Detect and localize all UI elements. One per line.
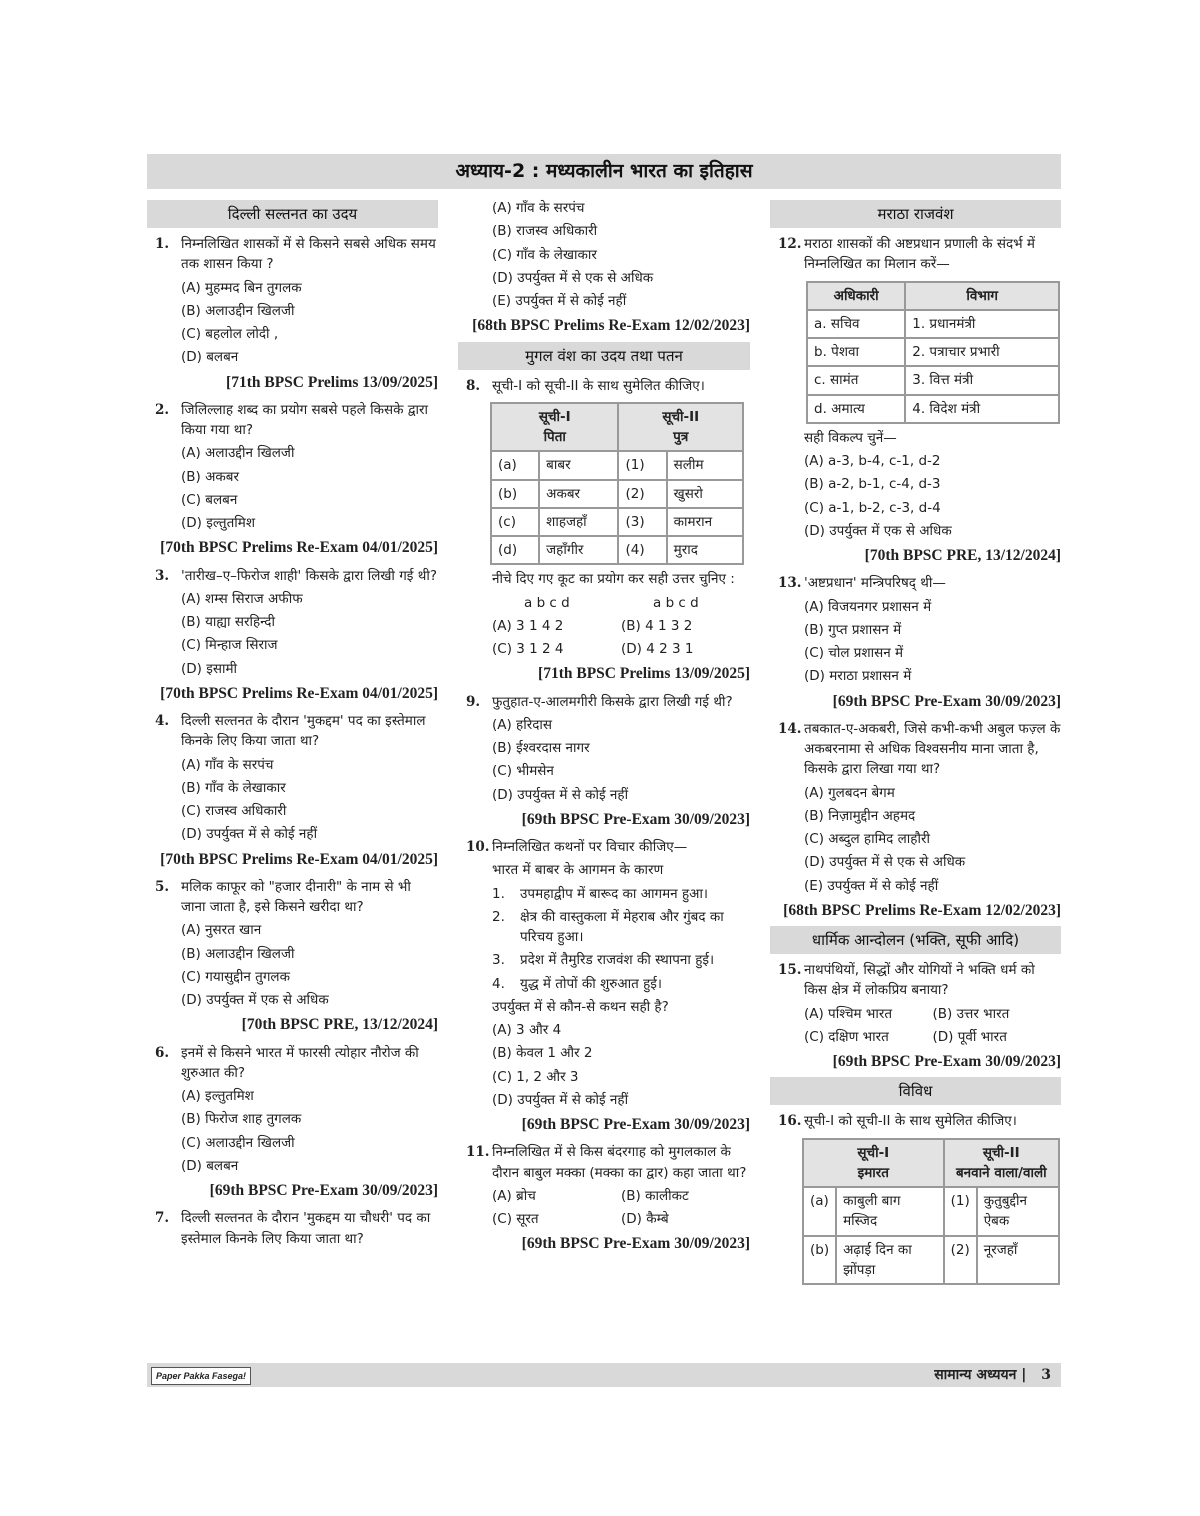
question-text: जिलिल्लाह शब्द का प्रयोग सबसे पहले किसके द्वारा किया गया था? [181, 401, 429, 438]
option-row: (C) 3 1 2 4 (D) 4 2 3 1 [492, 641, 694, 657]
option: (D) उपर्युक्त में एक से अधिक [804, 522, 952, 539]
option: (C) भीमसेन [492, 763, 554, 780]
table-row: (d) जहाँगीर (4) मुराद [491, 536, 743, 564]
option: (E) उपर्युक्त में से कोई नहीं [492, 293, 627, 309]
option-row: (A) पश्चिम भारत (B) उत्तर भारत [804, 1005, 1010, 1022]
statement: 2. क्षेत्र की वास्तुकला में मेहराब और गुंबद का परिचय हुआ। [492, 908, 724, 945]
column-right [770, 198, 1061, 1285]
option: (D) इसामी [181, 660, 238, 677]
question-number: 5. [155, 878, 170, 895]
question-subtext: भारत में बाबर के आगमन के कारण [492, 862, 664, 879]
question-text: नाथपंथियों, सिद्धों और योगियों ने भक्ति धर्म को किस क्षेत्र में लोकप्रिय बनाया? [804, 962, 1035, 999]
statement: 1. उपमहाद्वीप में बारूद का आगमन हुआ। [492, 885, 709, 902]
question-number: 2. [155, 401, 170, 418]
match-table [490, 402, 744, 566]
table-row: (c) शाहजहाँ (3) कामरान [491, 508, 743, 536]
option: (B) राजस्व अधिकारी [492, 223, 598, 240]
option: (D) बलबन [181, 1157, 239, 1174]
question-1 [147, 234, 438, 275]
question-ask: उपर्युक्त में से कौन-से कथन सही है? [492, 998, 669, 1015]
option: (B) फिरोज शाह तुगलक [181, 1111, 302, 1128]
question-text: फुतुहात-ए-आलमगीरी किसके द्वारा लिखी गई थी? [492, 693, 733, 710]
exam-source: [70th BPSC PRE, 13/12/2024] [241, 1016, 438, 1034]
question-text: 'अष्टप्रधान' मन्त्रिपरिषद् थी— [804, 575, 946, 592]
option: (B) निज़ामुद्दीन अहमद [804, 807, 916, 824]
table-header: सूची-II पुत्र [618, 403, 743, 452]
question-16 [770, 1111, 1061, 1131]
table-header: अधिकारी [807, 282, 905, 310]
exam-source: [68th BPSC Prelims Re-Exam 12/02/2023] [472, 317, 750, 335]
question-number: 15. [778, 962, 802, 978]
option: (D) उपर्युक्त में से कोई नहीं [492, 786, 629, 803]
question-5 [147, 877, 438, 918]
table-row: (b) अकबर (2) खुसरो [491, 480, 743, 508]
question-11 [458, 1142, 750, 1183]
option: (A) 3 और 4 [492, 1022, 562, 1038]
exam-source: [70th BPSC Prelims Re-Exam 04/01/2025] [160, 684, 438, 702]
option: (D) उपर्युक्त में से कोई नहीं [181, 826, 318, 843]
table-row: b. पेशवा 2. पत्राचार प्रभारी [807, 338, 1059, 366]
option: (A) अलाउद्दीन खिलजी [181, 445, 295, 462]
question-number: 7. [155, 1210, 170, 1227]
option: (C) अब्दुल हामिद लाहौरी [804, 831, 930, 847]
table-row: a. सचिव 1. प्रधानमंत्री [807, 310, 1059, 338]
option-row: (A) ब्रोच (B) कालीकट [492, 1187, 689, 1204]
option: (D) मराठा प्रशासन में [804, 668, 912, 685]
exam-source: [68th BPSC Prelims Re-Exam 12/02/2023] [783, 901, 1061, 919]
subject-label: सामान्य अध्ययन [934, 1367, 1017, 1383]
question-text: निम्नलिखित कथनों पर विचार कीजिए— [492, 839, 688, 855]
section-heading: मराठा राजवंश [770, 200, 1061, 228]
option: (D) उपर्युक्त में एक से अधिक [181, 992, 329, 1008]
exam-source: [69th BPSC Pre-Exam 30/09/2023] [521, 1116, 750, 1133]
question-8 [458, 376, 750, 396]
table-row: d. अमात्य 4. विदेश मंत्री [807, 395, 1059, 423]
separator: | [1021, 1367, 1027, 1383]
option: (A) विजयनगर प्रशासन में [804, 598, 932, 615]
option: (B) अलाउद्दीन खिलजी [181, 302, 295, 319]
option: (C) गाँव के लेखाकार [492, 246, 597, 263]
option: (C) 1, 2 और 3 [492, 1068, 579, 1085]
question-text: मराठा शासकों की अष्टप्रधान प्रणाली के संदर्भ में निम्नलिखित का मिलान करें— [804, 236, 1035, 273]
option: (E) उपर्युक्त में से कोई नहीं [804, 877, 939, 894]
question-text: सूची-I को सूची-II के साथ सुमेलित कीजिए। [804, 1113, 1017, 1130]
option: (C) बलबन [181, 491, 238, 508]
option: (C) गयासुद्दीन तुगलक [181, 968, 290, 985]
question-2 [147, 400, 438, 441]
exam-source: [69th BPSC Pre-Exam 30/09/2023] [832, 1053, 1061, 1070]
question-number: 6. [155, 1044, 170, 1061]
question-6 [147, 1043, 438, 1084]
option-row: (C) दक्षिण भारत (D) पूर्वी भारत [804, 1028, 1007, 1045]
code-header-row: a b c d a b c d [524, 594, 699, 611]
table-header: सूची-I इमारत [803, 1139, 944, 1188]
section-heading: धार्मिक आन्दोलन (भक्ति, सूफी आदि) [770, 926, 1061, 954]
question-15 [770, 960, 1061, 1001]
exam-source: [71th BPSC Prelims 13/09/2025] [538, 665, 750, 683]
exam-source: [69th BPSC Pre-Exam 30/09/2023] [521, 810, 750, 828]
table-header: सूची-I पिता [491, 403, 618, 452]
exam-source: [70th BPSC Prelims Re-Exam 04/01/2025] [160, 850, 438, 868]
question-9 [458, 692, 750, 712]
question-text: 'तारीख–ए–फिरोज शाही' किसके द्वारा लिखी गई थी? [181, 567, 438, 584]
column-middle [458, 198, 750, 1260]
question-number: 4. [155, 713, 170, 729]
option: (D) उपर्युक्त में से कोई नहीं [492, 1091, 629, 1108]
exam-source: [70th BPSC Prelims Re-Exam 04/01/2025] [160, 539, 438, 557]
exam-source: [70th BPSC PRE, 13/12/2024] [864, 547, 1061, 564]
choose-instruction: सही विकल्प चुनें— [804, 429, 897, 446]
option: (D) उपर्युक्त में से एक से अधिक [804, 854, 966, 871]
option: (A) हरिदास [492, 716, 553, 733]
question-text: निम्नलिखित में से किस बंदरगाह को मुगलकाल के दौरान बाबुल मक्का (मक्का का द्वार) कहा जाता था? [492, 1144, 747, 1181]
match-table [806, 281, 1060, 424]
question-14 [770, 719, 1061, 780]
option: (B) a-2, b-1, c-4, d-3 [804, 476, 941, 493]
statement: 4. युद्ध में तोपों की शुरुआत हुई। [492, 975, 663, 992]
page-footer [147, 1363, 1061, 1387]
option: (B) गाँव के लेखाकार [181, 779, 286, 796]
question-text: निम्नलिखित शासकों में से किसने सबसे अधिक समय तक शासन किया ? [181, 236, 436, 273]
exam-source: [69th BPSC Pre-Exam 30/09/2023] [209, 1182, 438, 1199]
table-row: (b) अढ़ाई दिन का झोंपड़ा (2) नूरजहाँ [803, 1236, 1059, 1285]
table-row: c. सामंत 3. वित्त मंत्री [807, 366, 1059, 394]
question-10 [458, 837, 750, 857]
option: (B) अकबर [181, 468, 239, 485]
question-3 [147, 566, 438, 586]
option: (D) उपर्युक्त में से एक से अधिक [492, 269, 654, 286]
section-heading: विविध [770, 1077, 1061, 1105]
question-number: 10. [466, 839, 490, 855]
question-4 [147, 711, 438, 752]
exam-source: [71th BPSC Prelims 13/09/2025] [226, 373, 438, 391]
question-number: 13. [778, 575, 802, 592]
option: (B) ईश्वरदास नागर [492, 740, 590, 756]
question-text: तबकात-ए-अकबरी, जिसे कभी-कभी अबुल फज़्ल के अकबरनामा से अधिक विश्वसनीय माना जाता है, किसके द्वारा लिखा गया था? [804, 720, 1061, 778]
option: (C) बहलोल लोदी , [181, 326, 279, 342]
option: (C) राजस्व अधिकारी [181, 803, 287, 819]
statement: 3. प्रदेश में तैमुरिड राजवंश की स्थापना हुई। [492, 952, 715, 969]
table-row: (a) काबुली बाग मस्जिद (1) कुतुबुद्दीन ऐबक [803, 1187, 1059, 1236]
option: (B) गुप्त प्रशासन में [804, 621, 902, 638]
option: (B) अलाउद्दीन खिलजी [181, 945, 295, 962]
option: (C) अलाउद्दीन खिलजी [181, 1134, 295, 1151]
option: (B) केवल 1 और 2 [492, 1045, 593, 1062]
section-heading: मुगल वंश का उदय तथा पतन [458, 342, 750, 370]
question-13 [770, 573, 1061, 593]
match-table [802, 1138, 1060, 1286]
exam-source: [69th BPSC Pre-Exam 30/09/2023] [521, 1235, 750, 1253]
question-7 [147, 1208, 438, 1249]
column-left [147, 198, 438, 1249]
question-number: 12. [778, 236, 802, 252]
question-number: 8. [466, 377, 481, 394]
section-heading: दिल्ली सल्तनत का उदय [147, 200, 438, 228]
page-info [934, 1363, 1051, 1387]
brand-logo: Paper Pakka Fasega! [151, 1367, 251, 1385]
option: (A) मुहम्मद बिन तुगलक [181, 279, 302, 296]
table-header: विभाग [905, 282, 1059, 310]
question-number: 9. [466, 693, 481, 710]
question-12 [770, 234, 1061, 275]
option: (D) बलबन [181, 349, 239, 366]
question-number: 11. [466, 1144, 490, 1161]
option: (D) इल्तुतमिश [181, 515, 256, 531]
option: (A) गाँव के सरपंच [492, 200, 585, 216]
question-number: 3. [155, 567, 170, 584]
question-text: सूची-I को सूची-II के साथ सुमेलित कीजिए। [492, 377, 705, 394]
chapter-title: अध्याय-2 : मध्यकालीन भारत का इतिहास [147, 154, 1061, 189]
table-row: (a) बाबर (1) सलीम [491, 451, 743, 479]
option: (A) शम्स सिराज अफीफ [181, 590, 303, 607]
option: (A) गाँव के सरपंच [181, 756, 274, 773]
question-text: दिल्ली सल्तनत के दौरान 'मुकद्दम या चौधरी' पद का इस्तेमाल किनके लिए किया जाता था? [181, 1210, 431, 1247]
table-header: सूची-II बनवाने वाला/वाली [944, 1139, 1059, 1188]
option: (A) a-3, b-4, c-1, d-2 [804, 453, 941, 469]
option: (A) नुसरत खान [181, 922, 262, 939]
question-number: 14. [778, 720, 802, 737]
option: (A) गुलबदन बेगम [804, 784, 895, 801]
option-row: (C) सूरत (D) कैम्बे [492, 1211, 669, 1227]
question-number: 16. [778, 1113, 802, 1130]
question-text: दिल्ली सल्तनत के दौरान 'मुकद्दम' पद का इस्तेमाल किनके लिए किया जाता था? [181, 713, 426, 750]
option: (C) चोल प्रशासन में [804, 645, 904, 661]
option: (C) a-1, b-2, c-3, d-4 [804, 499, 941, 516]
question-text: इनमें से किसने भारत में फारसी त्योहार नौरोज की शुरुआत की? [181, 1044, 419, 1081]
exam-source: [69th BPSC Pre-Exam 30/09/2023] [832, 692, 1061, 710]
code-instruction: नीचे दिए गए कूट का प्रयोग कर सही उत्तर चुनिए : [492, 571, 735, 588]
page-number: 3 [1041, 1367, 1051, 1383]
question-number: 1. [155, 236, 170, 252]
option: (B) याह्या सरहिन्दी [181, 614, 275, 630]
option: (C) मिन्हाज सिराज [181, 637, 278, 654]
option-row: (A) 3 1 4 2 (B) 4 1 3 2 [492, 617, 693, 634]
question-text: मलिक काफूर को "हजार दीनारी" के नाम से भी जाना जाता है, इसे किसने खरीदा था? [181, 878, 411, 915]
option: (A) इल्तुतमिश [181, 1088, 254, 1104]
